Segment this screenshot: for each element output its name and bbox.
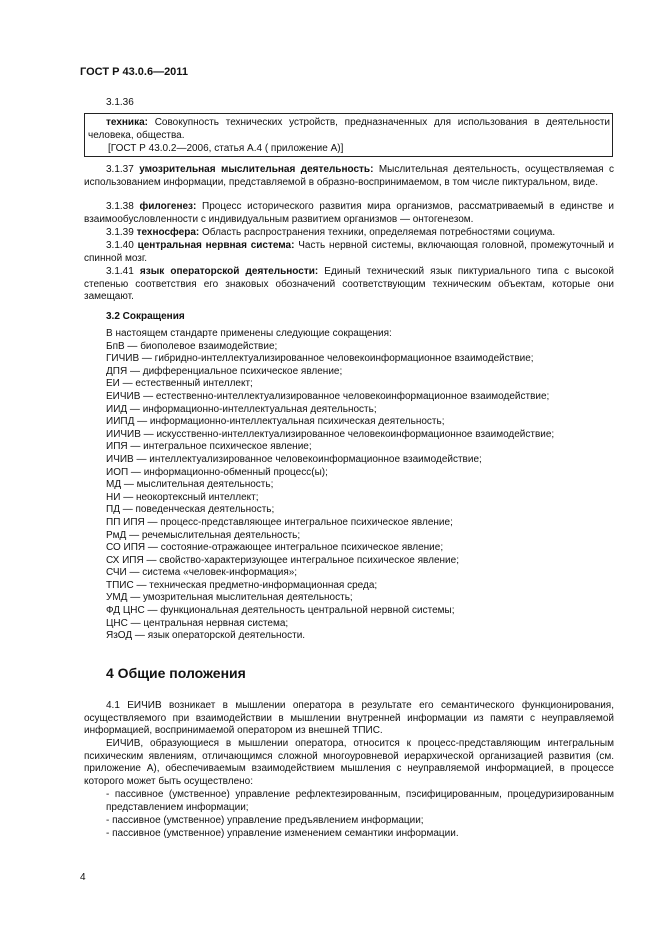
- list-item: ЕИЧИВ — естественно-интеллектуализированное человекоинформационное взаимодействие;: [106, 390, 550, 402]
- page-number: 4: [80, 872, 86, 883]
- list-item: ИПЯ — интегральное психическое явление;: [106, 441, 312, 453]
- bullet-item-1: - пассивное (умственное) управление рефлектезированным, пэсифицированным, процедуризированным представлением информации;: [106, 789, 614, 813]
- abbreviations-intro: В настоящем стандарте применены следующие сокращения:: [106, 328, 392, 339]
- definition-3-1-40: 3.1.40 центральная нервная система: Часть нервной системы, включающая головной, промежуточный и спинной мозг.: [84, 240, 614, 264]
- paragraph-4-1-continued: ЕИЧИВ, образующиеся в мышлении оператора, относится к процесс-представляющим интегральным психическим явлениям, отличающимся сложной многоуровневой иерархической организацией развития (см. приложение А), обеспечиваемым взаимодействием мышления с неуправляемой информацией, в процессе которого может быть осуществлено:: [84, 738, 614, 787]
- bullet-item-2: - пассивное (умственное) управление предъявлением информации;: [106, 815, 424, 826]
- document-header: ГОСТ Р 43.0.6—2011: [80, 66, 188, 78]
- definition-text: Совокупность технических устройств, предназначенных для использования в деятельности человека, общества.: [88, 117, 610, 141]
- list-item: СО ИПЯ — состояние-отражающее интегральное психическое явление;: [106, 542, 444, 554]
- list-item: МД — мыслительная деятельность;: [106, 479, 274, 491]
- abbreviations-list: [106, 328, 554, 643]
- list-item: БпВ — биополевое взаимодействие;: [106, 340, 278, 352]
- section-4-title: 4 Общие положения: [106, 665, 246, 681]
- list-item: РмД — речемыслительная деятельность;: [106, 529, 301, 541]
- list-item: СЧИ — система «человек-информация»;: [106, 567, 298, 579]
- list-item: ФД ЦНС — функциональная деятельность центральной нервной системы;: [106, 605, 455, 617]
- list-item: ДПЯ — дифференциальное психическое явление;: [106, 365, 343, 377]
- paragraph-4-1: 4.1 ЕИЧИВ возникает в мышлении оператора в результате его семантического функционирования, осуществляемого при взаимодействии в мышлении внутренней информации из памяти с неуправляемой информацией, воспринимаемой оператором из внешней ТПИС.: [84, 700, 614, 737]
- list-item: НИ — неокортексный интеллект;: [106, 491, 259, 503]
- list-item: ИИД — информационно-интеллектуальная деятельность;: [106, 403, 377, 415]
- bullet-item-3: - пассивное (умственное) управление изменением семантики информации.: [106, 828, 459, 839]
- definition-3-1-39: 3.1.39 техносфера: Область распространения техники, определяемая потребностями социума.: [106, 227, 556, 238]
- list-item: ИОП — информационно-обменный процесс(ы);: [106, 466, 328, 478]
- list-item: ИИЧИВ — искусственно-интеллектуализированное человекоинформационное взаимодействие;: [106, 428, 555, 440]
- list-item: ЯзОД — язык операторской деятельности.: [106, 630, 306, 642]
- definition-box-reference: [ГОСТ Р 43.0.2—2006, статья А.4 ( приложение А)]: [108, 143, 344, 154]
- list-item: ЦНС — центральная нервная система;: [106, 617, 289, 629]
- list-item: ГИЧИВ — гибридно-интеллектуализированное человекоинформационное взаимодействие;: [106, 353, 534, 365]
- definition-3-1-37: 3.1.37 умозрительная мыслительная деятельность: Мыслительная деятельность, осуществляемая с использованием информации, представляемой в образно-воспринимаемом, в том числе пиктуральном, виде.: [84, 164, 614, 188]
- list-item: ИЧИВ — интеллектуализированное человекоинформационное взаимодействие;: [106, 453, 482, 465]
- list-item: ПД — поведенческая деятельность;: [106, 504, 275, 516]
- list-item: ИИПД — информационно-интеллектуальная психическая деятельность;: [106, 416, 445, 428]
- list-item: ПП ИПЯ — процесс-представляющее интегральное психическое явление;: [106, 516, 453, 528]
- definition-3-1-38: 3.1.38 филогенез: Процесс исторического развития мира организмов, рассматриваемый в единстве и взаимообусловленности с индивидуальным развитием организмов — онтогенезом.: [84, 201, 614, 225]
- list-item: ЕИ — естественный интеллект;: [106, 378, 253, 390]
- list-item: УМД — умозрительная мыслительная деятельность;: [106, 592, 353, 604]
- list-item: СХ ИПЯ — свойство-характеризующее интегральное психическое явление;: [106, 554, 459, 566]
- list-item: ТПИС — техническая предметно-информационная среда;: [106, 579, 378, 591]
- section-3-2-title: 3.2 Сокращения: [106, 311, 185, 322]
- definition-term: техника:: [106, 117, 148, 128]
- definition-box-text: [88, 117, 610, 142]
- def-number-3-1-36: 3.1.36: [106, 97, 134, 108]
- definition-3-1-41: 3.1.41 язык операторской деятельности: Единый технический язык пиктуриального типа с высокой степенью соответствия его знаковых обозначений соответствующим техническим объектам, которые они замещают.: [84, 266, 614, 303]
